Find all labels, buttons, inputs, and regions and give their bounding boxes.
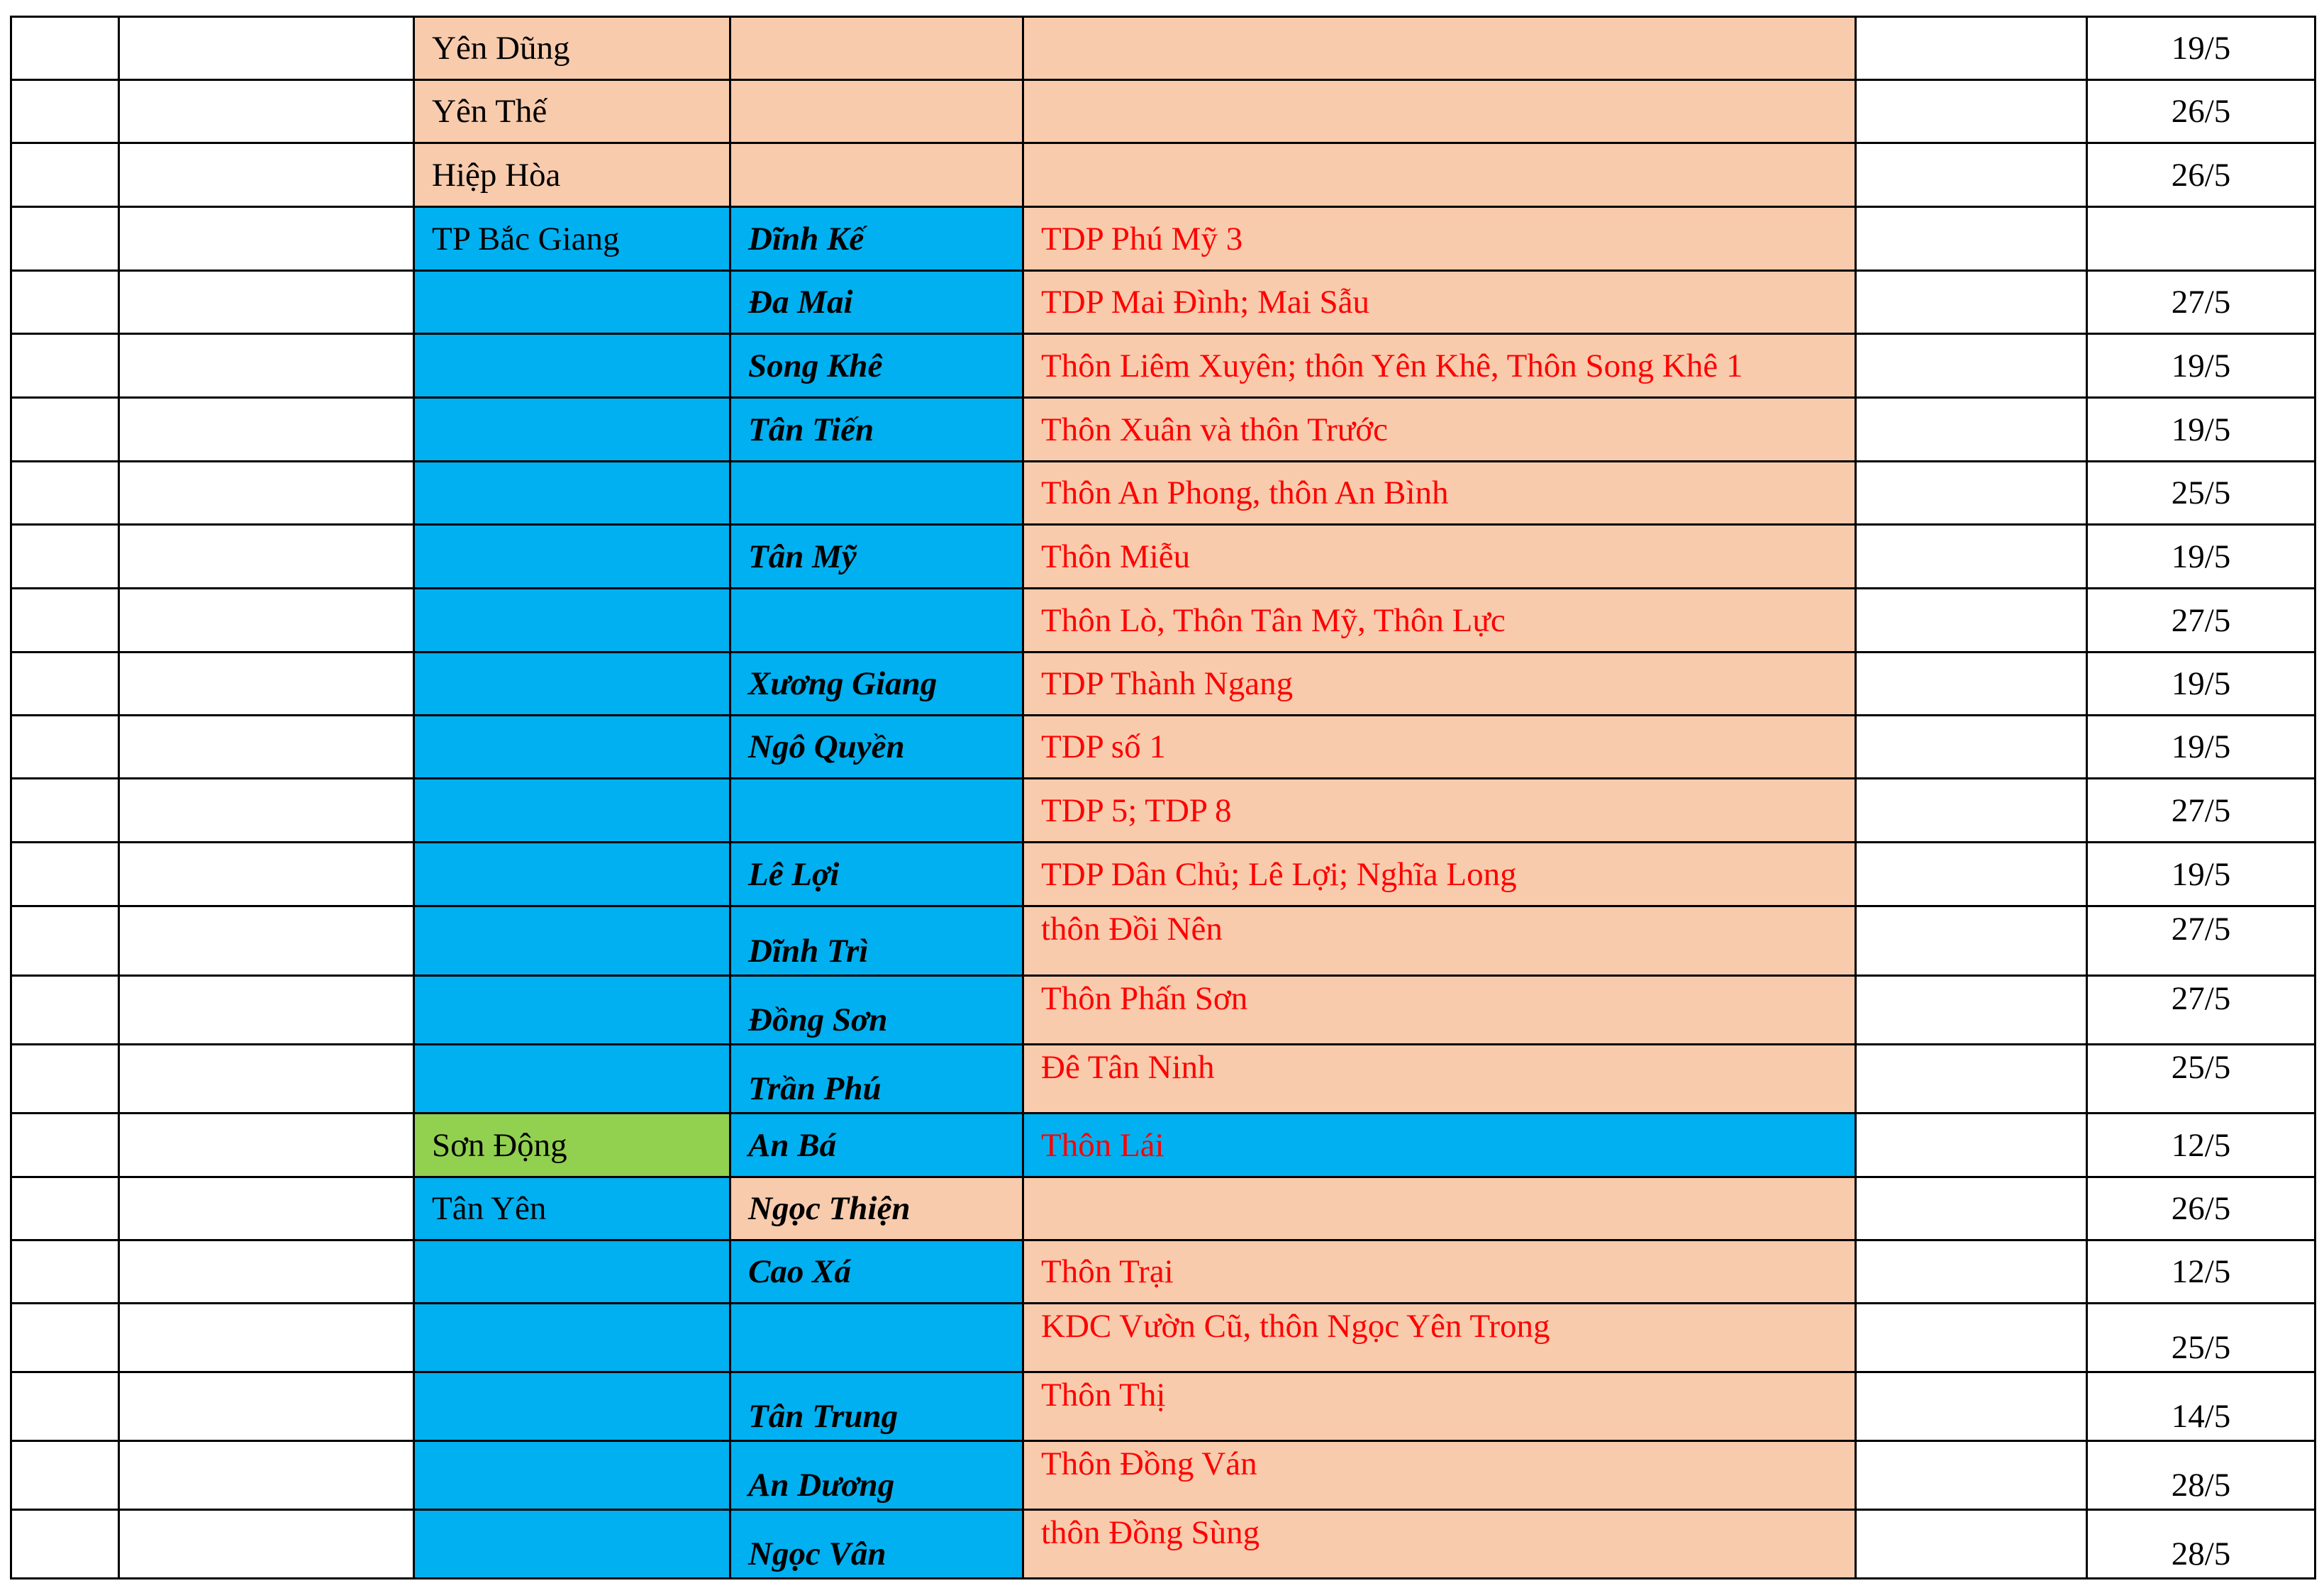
index-cell bbox=[11, 843, 119, 906]
index-cell bbox=[11, 1304, 119, 1372]
table-row bbox=[11, 398, 2315, 462]
village-cell: TDP số 1 bbox=[1023, 716, 1856, 779]
district-cell bbox=[414, 589, 730, 653]
index-cell bbox=[11, 1510, 119, 1579]
district-cell bbox=[414, 1304, 730, 1372]
blank-cell bbox=[119, 1114, 414, 1177]
district-cell bbox=[414, 1372, 730, 1441]
date-cell: 12/5 bbox=[2087, 1240, 2315, 1304]
date-cell: 26/5 bbox=[2087, 143, 2315, 207]
table-row bbox=[11, 1441, 2315, 1510]
blank-cell bbox=[119, 716, 414, 779]
blank-cell bbox=[119, 334, 414, 398]
district-cell: Yên Thế bbox=[414, 80, 730, 143]
village-cell bbox=[1023, 80, 1856, 143]
blank-cell bbox=[119, 462, 414, 525]
village-cell: Thôn Lái bbox=[1023, 1114, 1856, 1177]
commune-cell: Đồng Sơn bbox=[730, 976, 1023, 1045]
district-cell bbox=[414, 1240, 730, 1304]
district-cell bbox=[414, 976, 730, 1045]
commune-cell bbox=[730, 1304, 1023, 1372]
table-row bbox=[11, 334, 2315, 398]
note-cell bbox=[1856, 17, 2087, 80]
table-row bbox=[11, 525, 2315, 589]
district-cell: Tân Yên bbox=[414, 1177, 730, 1240]
village-cell: TDP Mai Đình; Mai Sẫu bbox=[1023, 271, 1856, 334]
village-cell: Thôn Phấn Sơn bbox=[1023, 976, 1856, 1045]
district-cell: Hiệp Hòa bbox=[414, 143, 730, 207]
village-cell: TDP Phú Mỹ 3 bbox=[1023, 207, 1856, 271]
table-row bbox=[11, 1114, 2315, 1177]
note-cell bbox=[1856, 1510, 2087, 1579]
note-cell bbox=[1856, 1441, 2087, 1510]
blank-cell bbox=[119, 207, 414, 271]
district-cell bbox=[414, 525, 730, 589]
blank-cell bbox=[119, 976, 414, 1045]
blank-cell bbox=[119, 398, 414, 462]
table-row bbox=[11, 207, 2315, 271]
note-cell bbox=[1856, 653, 2087, 716]
note-cell bbox=[1856, 462, 2087, 525]
village-cell: Thôn Đồng Ván bbox=[1023, 1441, 1856, 1510]
village-cell: TDP Thành Ngang bbox=[1023, 653, 1856, 716]
date-cell: 19/5 bbox=[2087, 398, 2315, 462]
table-row bbox=[11, 1240, 2315, 1304]
blank-cell bbox=[119, 271, 414, 334]
commune-cell: Lê Lợi bbox=[730, 843, 1023, 906]
schedule-table bbox=[10, 16, 2316, 1579]
commune-cell bbox=[730, 779, 1023, 843]
district-cell bbox=[414, 906, 730, 976]
commune-cell: An Bá bbox=[730, 1114, 1023, 1177]
date-cell: 27/5 bbox=[2087, 906, 2315, 976]
table-row bbox=[11, 1045, 2315, 1114]
table-row bbox=[11, 589, 2315, 653]
village-cell: thôn Đồi Nên bbox=[1023, 906, 1856, 976]
blank-cell bbox=[119, 843, 414, 906]
table-row bbox=[11, 906, 2315, 976]
commune-cell bbox=[730, 462, 1023, 525]
blank-cell bbox=[119, 143, 414, 207]
blank-cell bbox=[119, 80, 414, 143]
commune-cell bbox=[730, 80, 1023, 143]
commune-cell: Cao Xá bbox=[730, 1240, 1023, 1304]
index-cell bbox=[11, 906, 119, 976]
village-cell: Thôn Thị bbox=[1023, 1372, 1856, 1441]
blank-cell bbox=[119, 906, 414, 976]
commune-cell: Đa Mai bbox=[730, 271, 1023, 334]
district-cell: Sơn Động bbox=[414, 1114, 730, 1177]
date-cell: 28/5 bbox=[2087, 1510, 2315, 1579]
village-cell: Thôn An Phong, thôn An Bình bbox=[1023, 462, 1856, 525]
district-cell bbox=[414, 1045, 730, 1114]
index-cell bbox=[11, 334, 119, 398]
note-cell bbox=[1856, 1240, 2087, 1304]
note-cell bbox=[1856, 1304, 2087, 1372]
commune-cell: An Dương bbox=[730, 1441, 1023, 1510]
date-cell: 26/5 bbox=[2087, 1177, 2315, 1240]
commune-cell: Ngọc Thiện bbox=[730, 1177, 1023, 1240]
table-row bbox=[11, 653, 2315, 716]
note-cell bbox=[1856, 843, 2087, 906]
index-cell bbox=[11, 271, 119, 334]
date-cell: 27/5 bbox=[2087, 589, 2315, 653]
index-cell bbox=[11, 80, 119, 143]
blank-cell bbox=[119, 1372, 414, 1441]
note-cell bbox=[1856, 906, 2087, 976]
index-cell bbox=[11, 398, 119, 462]
village-cell: thôn Đồng Sùng bbox=[1023, 1510, 1856, 1579]
index-cell bbox=[11, 1114, 119, 1177]
blank-cell bbox=[119, 17, 414, 80]
date-cell: 19/5 bbox=[2087, 716, 2315, 779]
table-row bbox=[11, 462, 2315, 525]
commune-cell bbox=[730, 143, 1023, 207]
village-cell: Thôn Trại bbox=[1023, 1240, 1856, 1304]
table-row bbox=[11, 271, 2315, 334]
village-cell: TDP Dân Chủ; Lê Lợi; Nghĩa Long bbox=[1023, 843, 1856, 906]
date-cell: 12/5 bbox=[2087, 1114, 2315, 1177]
village-cell: Thôn Miễu bbox=[1023, 525, 1856, 589]
village-cell: Đê Tân Ninh bbox=[1023, 1045, 1856, 1114]
date-cell: 26/5 bbox=[2087, 80, 2315, 143]
note-cell bbox=[1856, 779, 2087, 843]
note-cell bbox=[1856, 589, 2087, 653]
district-cell: Yên Dũng bbox=[414, 17, 730, 80]
commune-cell: Tân Trung bbox=[730, 1372, 1023, 1441]
blank-cell bbox=[119, 1441, 414, 1510]
note-cell bbox=[1856, 1177, 2087, 1240]
date-cell: 14/5 bbox=[2087, 1372, 2315, 1441]
note-cell bbox=[1856, 80, 2087, 143]
commune-cell: Xương Giang bbox=[730, 653, 1023, 716]
commune-cell: Song Khê bbox=[730, 334, 1023, 398]
index-cell bbox=[11, 653, 119, 716]
note-cell bbox=[1856, 1114, 2087, 1177]
commune-cell: Tân Tiến bbox=[730, 398, 1023, 462]
table-row bbox=[11, 716, 2315, 779]
district-cell bbox=[414, 271, 730, 334]
district-cell bbox=[414, 653, 730, 716]
commune-cell: Tân Mỹ bbox=[730, 525, 1023, 589]
village-cell: Thôn Lò, Thôn Tân Mỹ, Thôn Lực bbox=[1023, 589, 1856, 653]
index-cell bbox=[11, 207, 119, 271]
table-row bbox=[11, 1304, 2315, 1372]
table-row bbox=[11, 80, 2315, 143]
index-cell bbox=[11, 779, 119, 843]
date-cell: 19/5 bbox=[2087, 843, 2315, 906]
district-cell bbox=[414, 716, 730, 779]
note-cell bbox=[1856, 143, 2087, 207]
district-cell bbox=[414, 398, 730, 462]
note-cell bbox=[1856, 976, 2087, 1045]
commune-cell: Trần Phú bbox=[730, 1045, 1023, 1114]
district-cell bbox=[414, 843, 730, 906]
commune-cell: Dĩnh Trì bbox=[730, 906, 1023, 976]
village-cell: Thôn Xuân và thôn Trước bbox=[1023, 398, 1856, 462]
note-cell bbox=[1856, 525, 2087, 589]
blank-cell bbox=[119, 589, 414, 653]
date-cell: 19/5 bbox=[2087, 17, 2315, 80]
table-body bbox=[11, 17, 2315, 1579]
date-cell: 25/5 bbox=[2087, 1304, 2315, 1372]
commune-cell bbox=[730, 589, 1023, 653]
index-cell bbox=[11, 1177, 119, 1240]
table-row bbox=[11, 976, 2315, 1045]
note-cell bbox=[1856, 207, 2087, 271]
blank-cell bbox=[119, 525, 414, 589]
district-cell bbox=[414, 779, 730, 843]
date-cell: 27/5 bbox=[2087, 976, 2315, 1045]
commune-cell: Ngô Quyền bbox=[730, 716, 1023, 779]
index-cell bbox=[11, 976, 119, 1045]
blank-cell bbox=[119, 1304, 414, 1372]
village-cell bbox=[1023, 17, 1856, 80]
note-cell bbox=[1856, 271, 2087, 334]
village-cell: TDP 5; TDP 8 bbox=[1023, 779, 1856, 843]
index-cell bbox=[11, 1372, 119, 1441]
index-cell bbox=[11, 1441, 119, 1510]
blank-cell bbox=[119, 1240, 414, 1304]
index-cell bbox=[11, 143, 119, 207]
district-cell bbox=[414, 462, 730, 525]
blank-cell bbox=[119, 1510, 414, 1579]
date-cell: 27/5 bbox=[2087, 271, 2315, 334]
date-cell: 19/5 bbox=[2087, 525, 2315, 589]
blank-cell bbox=[119, 1177, 414, 1240]
index-cell bbox=[11, 17, 119, 80]
blank-cell bbox=[119, 1045, 414, 1114]
note-cell bbox=[1856, 1372, 2087, 1441]
note-cell bbox=[1856, 716, 2087, 779]
index-cell bbox=[11, 716, 119, 779]
table-row bbox=[11, 1510, 2315, 1579]
note-cell bbox=[1856, 1045, 2087, 1114]
index-cell bbox=[11, 525, 119, 589]
district-cell: TP Bắc Giang bbox=[414, 207, 730, 271]
commune-cell: Dĩnh Kế bbox=[730, 207, 1023, 271]
index-cell bbox=[11, 462, 119, 525]
table-row bbox=[11, 1372, 2315, 1441]
table-row bbox=[11, 779, 2315, 843]
table-row bbox=[11, 17, 2315, 80]
index-cell bbox=[11, 1045, 119, 1114]
date-cell: 25/5 bbox=[2087, 1045, 2315, 1114]
date-cell bbox=[2087, 207, 2315, 271]
commune-cell bbox=[730, 17, 1023, 80]
index-cell bbox=[11, 589, 119, 653]
village-cell bbox=[1023, 1177, 1856, 1240]
date-cell: 28/5 bbox=[2087, 1441, 2315, 1510]
note-cell bbox=[1856, 334, 2087, 398]
date-cell: 19/5 bbox=[2087, 334, 2315, 398]
date-cell: 25/5 bbox=[2087, 462, 2315, 525]
table-row bbox=[11, 1177, 2315, 1240]
district-cell bbox=[414, 334, 730, 398]
note-cell bbox=[1856, 398, 2087, 462]
village-cell: Thôn Liêm Xuyên; thôn Yên Khê, Thôn Song Khê 1 bbox=[1023, 334, 1856, 398]
blank-cell bbox=[119, 653, 414, 716]
village-cell: KDC Vườn Cũ, thôn Ngọc Yên Trong bbox=[1023, 1304, 1856, 1372]
blank-cell bbox=[119, 779, 414, 843]
district-cell bbox=[414, 1441, 730, 1510]
district-cell bbox=[414, 1510, 730, 1579]
index-cell bbox=[11, 1240, 119, 1304]
table-row bbox=[11, 843, 2315, 906]
village-cell bbox=[1023, 143, 1856, 207]
table-row bbox=[11, 143, 2315, 207]
date-cell: 27/5 bbox=[2087, 779, 2315, 843]
date-cell: 19/5 bbox=[2087, 653, 2315, 716]
commune-cell: Ngọc Vân bbox=[730, 1510, 1023, 1579]
